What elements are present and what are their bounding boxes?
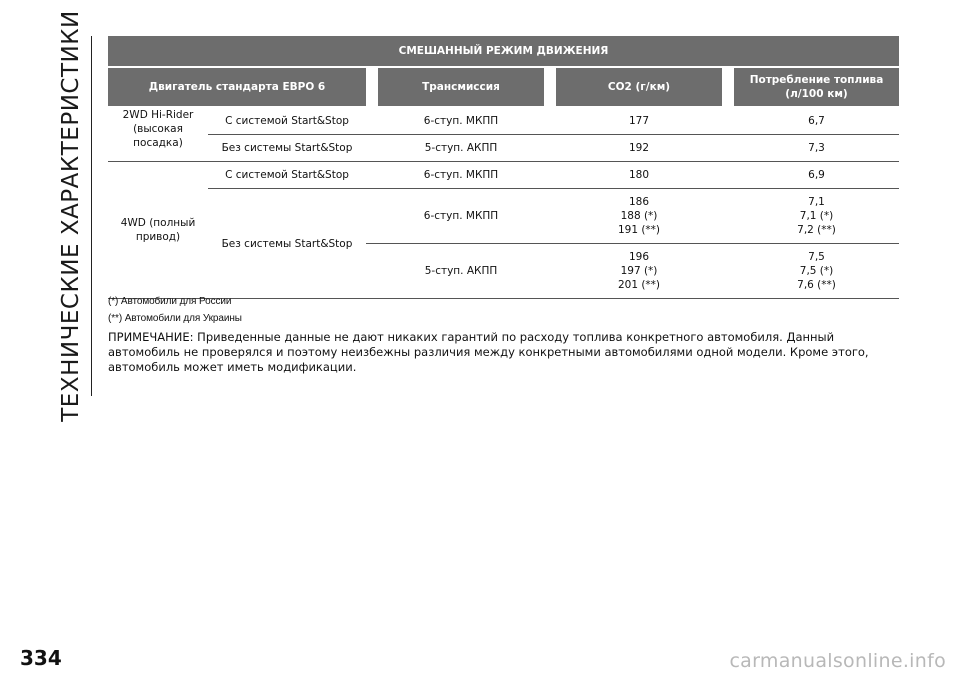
group-4wd-line1: 4WD (полный xyxy=(120,217,196,229)
cell-transmission: 5-ступ. АКПП xyxy=(378,135,544,162)
header-engine: Двигатель стандарта ЕВРО 6 xyxy=(108,67,366,106)
header-separator xyxy=(544,67,556,106)
cell-co2-value: 201 (**) xyxy=(617,279,661,291)
cell-fuel: 6,9 xyxy=(734,162,899,189)
table-row xyxy=(108,135,899,162)
fuel-consumption-table xyxy=(108,36,899,299)
cell-fuel-value: 7,5 xyxy=(808,251,825,263)
cell-co2-value: 186 xyxy=(628,196,650,208)
header-transmission: Трансмиссия xyxy=(378,67,544,106)
table-row xyxy=(108,106,899,135)
cell-fuel: 7,3 xyxy=(734,135,899,162)
cell-fuel: 6,7 xyxy=(734,106,899,135)
footnote-ukraine: (**) Автомобили для Украины xyxy=(108,313,242,324)
group-2wd-line2: (высокая посадка) xyxy=(133,123,183,149)
cell-co2-value: 188 (*) xyxy=(620,210,658,222)
cell-co2: 177 xyxy=(556,106,722,135)
cell-co2 xyxy=(556,244,722,299)
side-divider xyxy=(91,36,92,396)
cell-fuel-value: 7,2 (**) xyxy=(797,224,836,236)
cell-system: С системой Start&Stop xyxy=(208,162,366,189)
cell-transmission: 5-ступ. АКПП xyxy=(378,244,544,299)
cell-system: Без системы Start&Stop xyxy=(208,135,366,162)
section-side-title-text: ТЕХНИЧЕСКИЕ ХАРАКТЕРИСТИКИ xyxy=(58,10,85,422)
table-title: СМЕШАННЫЙ РЕЖИМ ДВИЖЕНИЯ xyxy=(108,36,899,67)
note-paragraph: ПРИМЕЧАНИЕ: Приведенные данные не дают никаких гарантий по расходу топлива конкретного автомобиля. Данный автомобиль не проверялся и поэтому неизбежны различия между конкретными автомобилями одной модели. Кроме этого, автомобиль может иметь модификации. xyxy=(108,330,869,374)
cell-co2-value: 191 (**) xyxy=(617,224,661,236)
cell-transmission: 6-ступ. МКПП xyxy=(378,106,544,135)
cell-co2: 180 xyxy=(556,162,722,189)
page-number: 334 xyxy=(20,646,62,670)
cell-fuel xyxy=(734,244,899,299)
cell-transmission: 6-ступ. МКПП xyxy=(378,162,544,189)
header-fuel-line1: Потребление топлива xyxy=(749,74,884,86)
cell-fuel xyxy=(734,189,899,244)
header-fuel-line2: (л/100 км) xyxy=(785,88,848,100)
cell-fuel-value: 7,1 (*) xyxy=(799,210,834,222)
header-co2: CO2 (г/км) xyxy=(556,67,722,106)
cell-co2: 192 xyxy=(556,135,722,162)
table-row xyxy=(108,189,899,244)
cell-fuel-value: 7,1 xyxy=(808,196,825,208)
notes-block xyxy=(108,296,908,375)
cell-transmission: 6-ступ. МКПП xyxy=(378,189,544,244)
watermark-text: carmanualsonline.info xyxy=(729,650,946,672)
footnote-russia: (*) Автомобили для России xyxy=(108,296,232,307)
header-separator xyxy=(722,67,734,106)
cell-co2 xyxy=(556,189,722,244)
group-4wd xyxy=(108,162,208,299)
header-fuel xyxy=(734,67,899,106)
group-2wd-line1: 2WD Hi-Rider xyxy=(122,109,194,121)
cell-co2-value: 196 xyxy=(628,251,650,263)
cell-fuel-value: 7,6 (**) xyxy=(797,279,836,291)
group-2wd xyxy=(108,106,208,162)
cell-fuel-value: 7,5 (*) xyxy=(799,265,834,277)
cell-co2-value: 197 (*) xyxy=(620,265,658,277)
table-row xyxy=(108,162,899,189)
cell-system: Без системы Start&Stop xyxy=(208,189,366,299)
header-separator xyxy=(366,67,378,106)
cell-system: С системой Start&Stop xyxy=(208,106,366,135)
section-side-title xyxy=(56,10,86,422)
group-4wd-line2: привод) xyxy=(135,231,181,243)
